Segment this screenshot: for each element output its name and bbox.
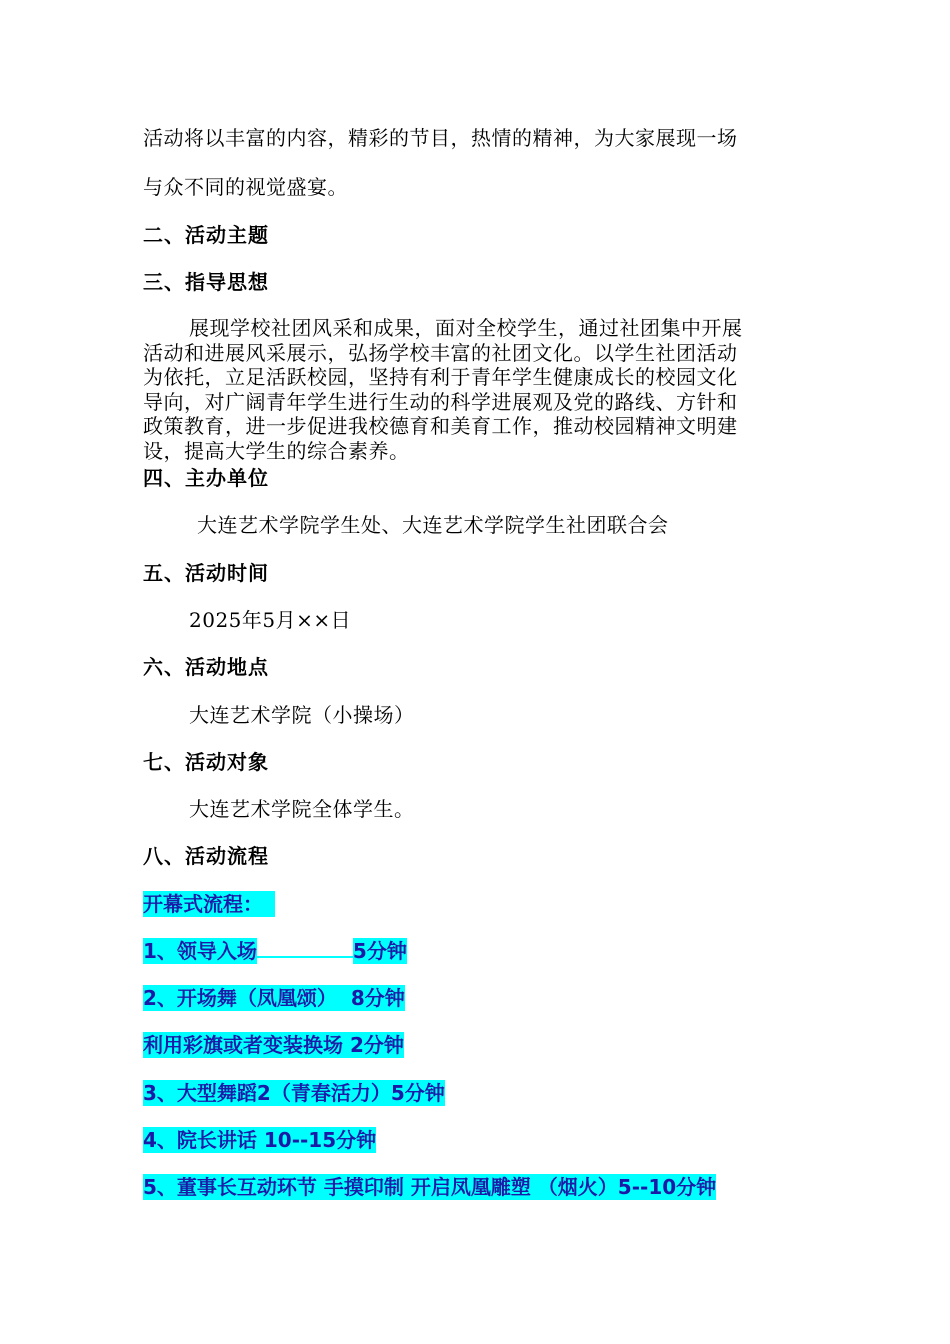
flow-title — [143, 891, 275, 917]
flow-item-3-text: 3、大型舞蹈2（青春活力）5分钟 — [143, 1081, 445, 1105]
guide-line: 设，提高大学生的综合素养。 — [143, 438, 410, 463]
section-heading-time: 五、活动时间 — [143, 561, 269, 585]
guide-line: 展现学校社团风采和成果，面对全校学生，通过社团集中开展 — [189, 316, 743, 340]
flow-item-1-time: 5分钟 — [352, 939, 407, 963]
flow-item-transition — [143, 1032, 404, 1058]
flow-item-4-text: 4、院长讲话 10--15分钟 — [143, 1128, 377, 1152]
flow-item-2-text: 2、开场舞（凤凰颂） 8分钟 — [143, 986, 405, 1010]
audience-text: 大连艺术学院全体学生。 — [189, 797, 415, 821]
guide-line: 政策教育，进一步促进我校德育和美育工作，推动校园精神文明建 — [143, 414, 738, 438]
section-heading-place: 六、活动地点 — [143, 655, 269, 679]
flow-item-2 — [143, 985, 405, 1011]
section-heading-audience: 七、活动对象 — [143, 750, 269, 774]
guide-line: 为依托，立足活跃校园，坚持有利于青年学生健康成长的校园文化 — [143, 365, 738, 389]
flow-item-5 — [143, 1174, 716, 1200]
intro-line-1: 活动将以丰富的内容，精彩的节目，热情的精神，为大家展现一场 — [143, 126, 738, 150]
guide-paragraph — [143, 316, 813, 463]
section-heading-theme: 二、活动主题 — [143, 223, 269, 247]
guide-line: 导向，对广阔青年学生进行生动的科学进展观及党的路线、方针和 — [143, 389, 738, 414]
place-text: 大连艺术学院（小操场） — [189, 703, 415, 727]
section-heading-guide: 三、指导思想 — [143, 270, 269, 294]
flow-item-4 — [143, 1127, 376, 1153]
flow-item-1-name: 1、领导入场 — [143, 939, 257, 963]
time-text: 2025年5月××日 — [189, 608, 352, 632]
flow-item-3 — [143, 1080, 445, 1106]
guide-line: 活动和进展风采展示，弘扬学校丰富的社团文化。以学生社团活动 — [143, 340, 738, 365]
host-text: 大连艺术学院学生处、大连艺术学院学生社团联合会 — [197, 513, 669, 537]
section-heading-flow: 八、活动流程 — [143, 844, 269, 868]
intro-line-2: 与众不同的视觉盛宴。 — [143, 175, 348, 199]
flow-item-1 — [143, 938, 407, 964]
flow-title-text: 开幕式流程： — [143, 892, 263, 916]
section-heading-host: 四、主办单位 — [143, 466, 269, 490]
flow-item-5-text: 5、董事长互动环节 手摸印制 开启凤凰雕塑 （烟火）5--10分钟 — [143, 1175, 717, 1199]
flow-item-transition-text: 利用彩旗或者变装换场 2分钟 — [143, 1033, 404, 1057]
